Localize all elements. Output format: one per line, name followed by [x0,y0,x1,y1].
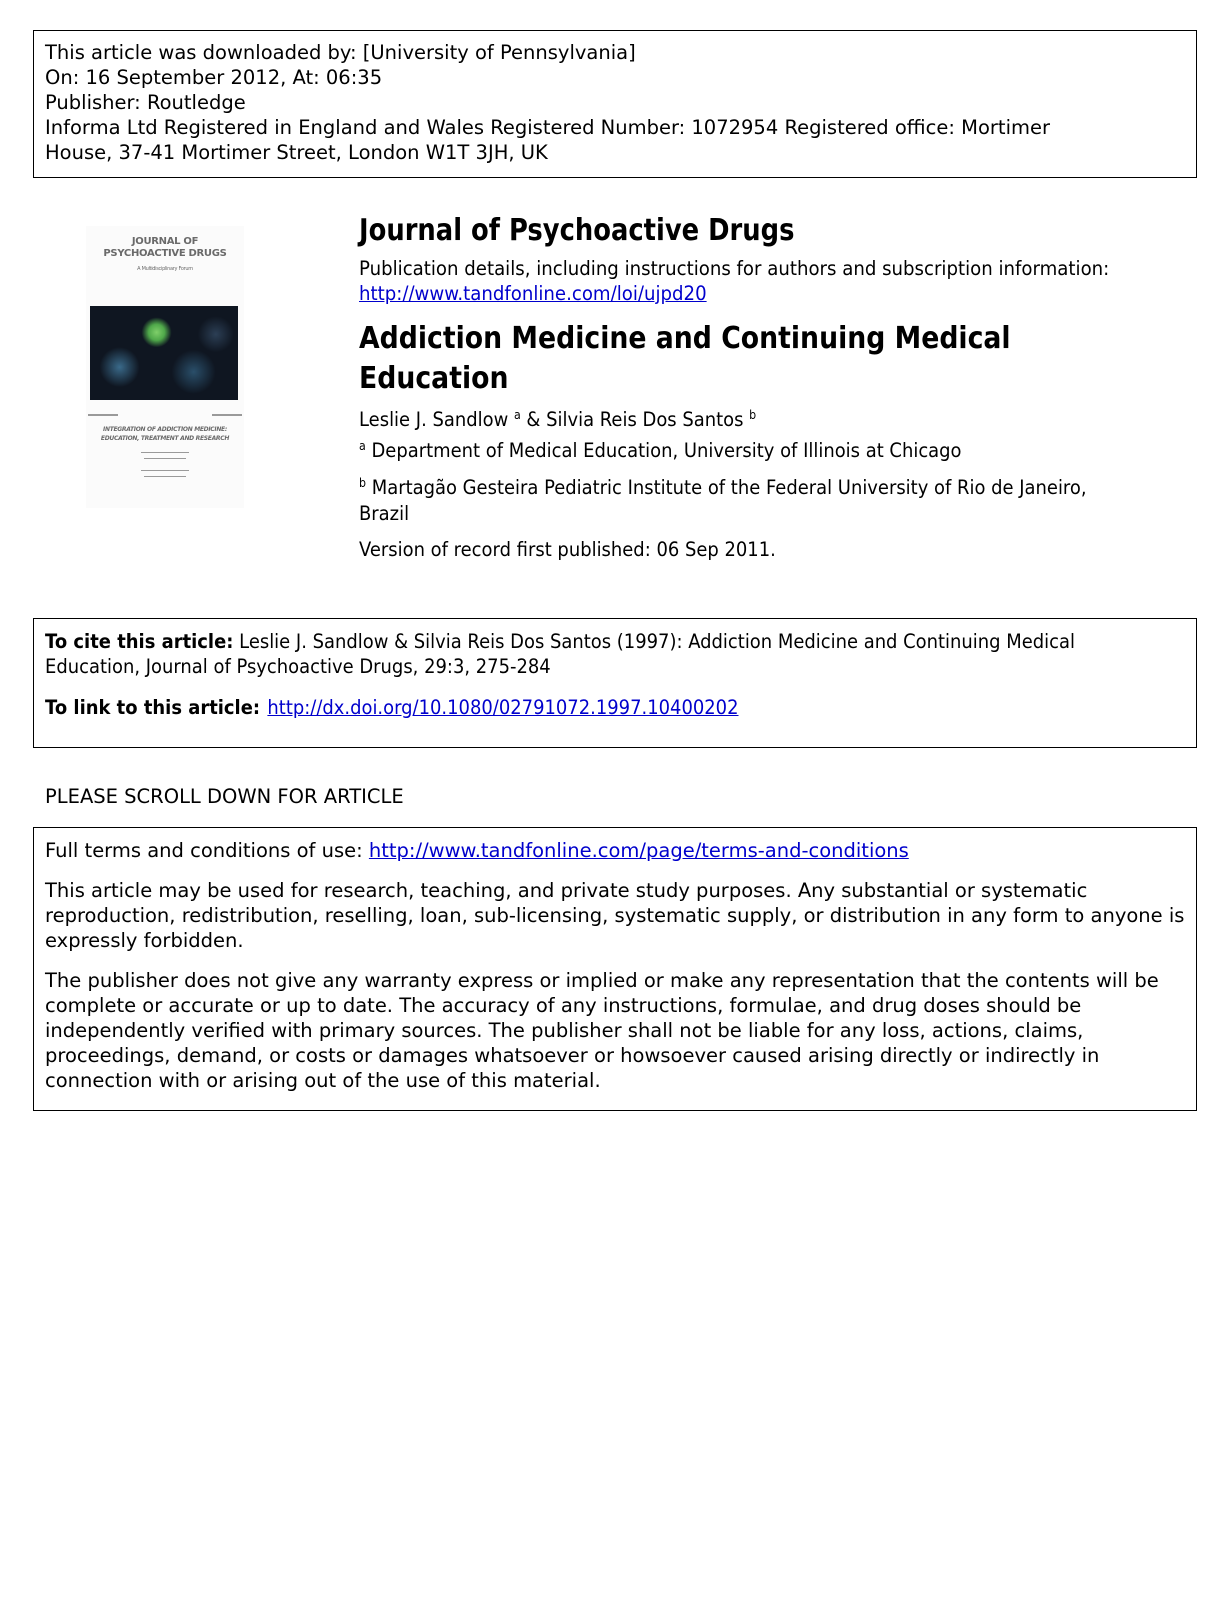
article-title [359,319,1053,399]
cover-line1: JOURNAL OF [131,236,199,247]
cite-text: Leslie J. Sandlow & Silvia Reis Dos Santos (1997): Addiction Medicine and Continuing Medical [239,630,1075,653]
download-notice-box [33,30,1197,178]
affiliation-marker: a [513,408,521,422]
terms-paragraph: This article may be used for research, teaching, and private study purposes. Any substantial or systematic reproduction, redistribution, reselling, loan, sub-licensing, systematic supply, or distribution in any form to anyone is expressly forbidden. [45,879,1185,952]
link-label: To link to this article: [45,696,261,719]
cover-line2: PSYCHOACTIVE DRUGS [103,248,227,259]
disclaimer-paragraph: The publisher does not give any warranty express or implied or make any representation that the contents will be complete or accurate or up to date. The accuracy of any instructions, formulae, and drug doses should be independently verified with primary sources. The publisher shall not be liable for any loss, actions, claims, proceedings, demand, or costs or damages whatsoever or howsoever caused arising directly or indirectly in connection with or arising out of the use of this material. [45,969,1159,1092]
cover-subtitle: A Multidisciplinary Forum [137,266,193,272]
cover-rule [144,476,186,477]
cover-rule [212,414,242,416]
download-line: Publisher: Routledge [45,91,246,114]
affiliation-marker: b [359,476,367,490]
version-of-record: Version of record first published: 06 Sep 2011. [359,538,776,561]
download-line: Informa Ltd Registered in England and Wales Registered Number: 1072954 Registered office: Mortimer [45,116,1050,139]
affiliation-text: Department of Medical Education, University of Illinois at Chicago [371,439,962,462]
cover-rule [88,414,118,416]
affiliation-b [359,470,1104,527]
publication-details: Publication details, including instructions for authors and subscription information: [359,257,1110,280]
cite-label: To cite this article: [45,630,234,653]
terms-box [33,827,1197,1111]
affiliation-marker: b [749,408,757,422]
author-name: Silvia Reis Dos Santos [546,408,744,431]
author-separator: & [520,408,547,431]
cover-issue-line1: INTEGRATION OF ADDICTION MEDICINE: [103,426,227,433]
affiliation-a [359,439,962,462]
citation-line [45,629,1094,654]
cover-rule [141,452,189,453]
affiliation-text: Martagão Gesteira Pediatric Institute of the Federal University of Rio de Janeiro, Brazil [359,476,1087,525]
terms-line [45,838,1185,863]
journal-url-link[interactable]: http://www.tandfonline.com/loi/ujpd20 [359,282,707,305]
citation-line: Education, Journal of Psychoactive Drugs, 29:3, 275-284 [45,655,551,678]
authors [359,408,756,431]
cover-rule [141,470,189,471]
article-link-line [45,695,739,720]
download-line: This article was downloaded by: [University of Pennsylvania] [45,41,636,64]
download-line: On: 16 September 2012, At: 06:35 [45,66,383,89]
affiliation-marker: a [359,439,366,453]
terms-label: Full terms and conditions of use: [45,839,363,862]
cover-issue-line2: EDUCATION, TREATMENT AND RESEARCH [100,435,230,442]
scroll-down-note: PLEASE SCROLL DOWN FOR ARTICLE [45,785,404,808]
cover-rule [144,458,186,459]
doi-link[interactable]: http://dx.doi.org/10.1080/02791072.1997.10400202 [267,696,739,719]
citation-box [33,618,1197,748]
article-title-line: Education [359,361,509,396]
article-title-line: Addiction Medicine and Continuing Medical [359,321,1011,356]
cover-artwork [90,306,238,400]
terms-link[interactable]: http://www.tandfonline.com/page/terms-and-conditions [368,839,909,862]
journal-cover-image [86,226,244,508]
journal-title: Journal of Psychoactive Drugs [359,213,795,248]
author-name: Leslie J. Sandlow [359,408,509,431]
download-line: House, 37-41 Mortimer Street, London W1T 3JH, UK [45,141,548,164]
